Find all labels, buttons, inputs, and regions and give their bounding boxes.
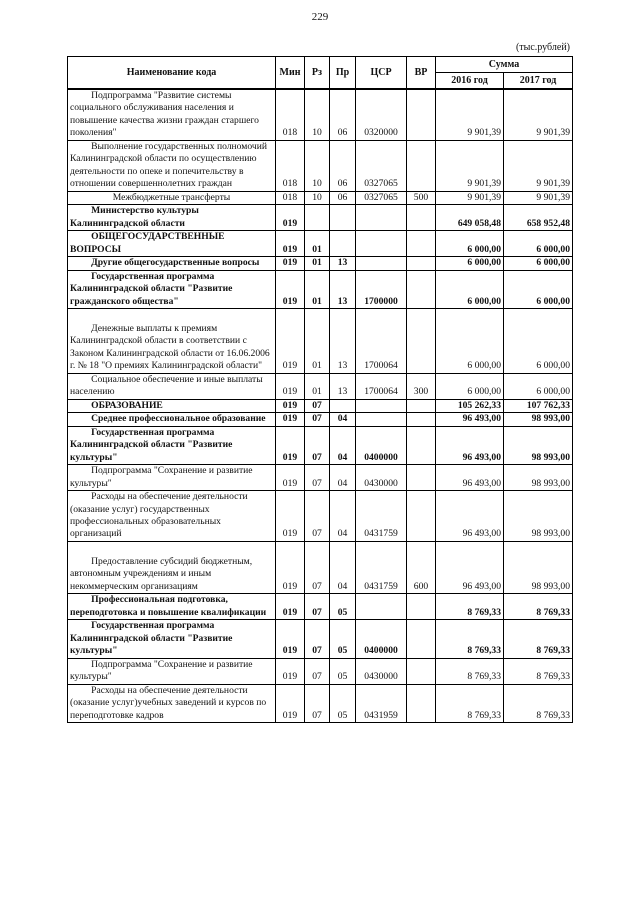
- cell-name: Государственная программа Калининградской области "Развитие культуры": [68, 426, 276, 464]
- cell-y2017: 8 769,33: [504, 620, 573, 658]
- cell-vr: [407, 465, 436, 491]
- cell-vr: [407, 140, 436, 191]
- table-row: [68, 205, 573, 231]
- cell-csr: 0400000: [356, 426, 407, 464]
- units-label: (тыс.рублей): [515, 42, 570, 53]
- cell-rz: 01: [305, 257, 330, 270]
- cell-name: Расходы на обеспечение деятельности (оказание услуг)учебных заведений и курсов по переподготовке кадров: [68, 684, 276, 722]
- cell-pr: 05: [330, 594, 356, 620]
- cell-y2016: 6 000,00: [436, 308, 504, 373]
- cell-min: 019: [276, 413, 305, 426]
- cell-y2016: 6 000,00: [436, 270, 504, 308]
- cell-rz: 07: [305, 594, 330, 620]
- cell-y2017: 98 993,00: [504, 465, 573, 491]
- cell-min: 019: [276, 231, 305, 257]
- cell-y2016: 8 769,33: [436, 620, 504, 658]
- cell-min: 019: [276, 205, 305, 231]
- cell-csr: 0431759: [356, 491, 407, 542]
- cell-y2017: 8 769,33: [504, 594, 573, 620]
- cell-pr: 13: [330, 270, 356, 308]
- cell-pr: 04: [330, 491, 356, 542]
- cell-y2016: 9 901,39: [436, 191, 504, 204]
- cell-rz: 01: [305, 308, 330, 373]
- cell-min: 018: [276, 89, 305, 140]
- cell-pr: [330, 399, 356, 412]
- cell-pr: 04: [330, 465, 356, 491]
- cell-name: Предоставление субсидий бюджетным, автономным учреждениям и иным некоммерческим организациям: [68, 541, 276, 593]
- cell-rz: 01: [305, 270, 330, 308]
- cell-vr: [407, 426, 436, 464]
- cell-pr: 13: [330, 257, 356, 270]
- table-row: [68, 594, 573, 620]
- cell-pr: 06: [330, 140, 356, 191]
- cell-rz: 07: [305, 399, 330, 412]
- cell-pr: 04: [330, 541, 356, 593]
- cell-y2017: 8 769,33: [504, 658, 573, 684]
- cell-min: 018: [276, 140, 305, 191]
- page-number: 229: [311, 11, 329, 23]
- cell-rz: [305, 205, 330, 231]
- cell-name: Подпрограмма "Сохранение и развитие культуры": [68, 658, 276, 684]
- cell-vr: [407, 89, 436, 140]
- cell-rz: 07: [305, 684, 330, 722]
- cell-name: ОБРАЗОВАНИЕ: [68, 399, 276, 412]
- cell-csr: 0327065: [356, 191, 407, 204]
- cell-y2016: 96 493,00: [436, 413, 504, 426]
- table-row: [68, 308, 573, 373]
- cell-rz: 07: [305, 413, 330, 426]
- cell-min: 019: [276, 541, 305, 593]
- cell-y2017: 9 901,39: [504, 191, 573, 204]
- cell-y2016: 8 769,33: [436, 658, 504, 684]
- cell-pr: [330, 205, 356, 231]
- cell-vr: [407, 594, 436, 620]
- cell-name: Профессиональная подготовка, переподготовка и повышение квалификации: [68, 594, 276, 620]
- cell-pr: 13: [330, 373, 356, 399]
- table-row: [68, 413, 573, 426]
- cell-y2017: 107 762,33: [504, 399, 573, 412]
- cell-min: 019: [276, 594, 305, 620]
- table-row: [68, 658, 573, 684]
- cell-csr: [356, 413, 407, 426]
- cell-y2016: 9 901,39: [436, 140, 504, 191]
- cell-name: Другие общегосударственные вопросы: [68, 257, 276, 270]
- cell-name: ОБЩЕГОСУДАРСТВЕННЫЕ ВОПРОСЫ: [68, 231, 276, 257]
- cell-name: Подпрограмма "Сохранение и развитие культуры": [68, 465, 276, 491]
- table-row: [68, 426, 573, 464]
- cell-rz: 07: [305, 426, 330, 464]
- cell-vr: [407, 399, 436, 412]
- cell-rz: 01: [305, 231, 330, 257]
- cell-csr: 1700064: [356, 373, 407, 399]
- cell-csr: 0327065: [356, 140, 407, 191]
- cell-name: Подпрограмма "Развитие системы социального обслуживания населения и повышение качества жизни граждан старшего поколения": [68, 89, 276, 140]
- cell-csr: [356, 257, 407, 270]
- cell-y2017: 6 000,00: [504, 373, 573, 399]
- table-row: [68, 684, 573, 722]
- cell-pr: 05: [330, 620, 356, 658]
- cell-y2017: 98 993,00: [504, 541, 573, 593]
- cell-y2017: 9 901,39: [504, 140, 573, 191]
- cell-name: Среднее профессиональное образование: [68, 413, 276, 426]
- table-row: [68, 191, 573, 204]
- cell-csr: [356, 399, 407, 412]
- cell-min: 019: [276, 308, 305, 373]
- table-row: [68, 620, 573, 658]
- cell-csr: [356, 231, 407, 257]
- cell-vr: [407, 413, 436, 426]
- cell-rz: 07: [305, 620, 330, 658]
- cell-name: Социальное обеспечение и иные выплаты населению: [68, 373, 276, 399]
- table-row: [68, 399, 573, 412]
- budget-table: [67, 56, 573, 723]
- cell-pr: 04: [330, 426, 356, 464]
- cell-vr: 500: [407, 191, 436, 204]
- cell-pr: [330, 231, 356, 257]
- cell-min: 019: [276, 399, 305, 412]
- cell-rz: 10: [305, 89, 330, 140]
- cell-rz: 10: [305, 140, 330, 191]
- table-row: [68, 270, 573, 308]
- cell-y2017: 8 769,33: [504, 684, 573, 722]
- cell-min: 019: [276, 270, 305, 308]
- cell-y2016: 649 058,48: [436, 205, 504, 231]
- cell-min: 019: [276, 620, 305, 658]
- cell-csr: 0400000: [356, 620, 407, 658]
- cell-csr: 0320000: [356, 89, 407, 140]
- table-header: [68, 57, 573, 90]
- header-csr: ЦСР: [356, 57, 407, 90]
- cell-y2017: 9 901,39: [504, 89, 573, 140]
- cell-csr: 1700064: [356, 308, 407, 373]
- cell-vr: [407, 658, 436, 684]
- header-vr: ВР: [407, 57, 436, 90]
- table-row: [68, 89, 573, 140]
- header-min: Мин: [276, 57, 305, 90]
- cell-rz: 01: [305, 373, 330, 399]
- cell-name: Государственная программа Калининградской области "Развитие культуры": [68, 620, 276, 658]
- cell-min: 019: [276, 257, 305, 270]
- cell-y2016: 96 493,00: [436, 541, 504, 593]
- cell-vr: [407, 205, 436, 231]
- header-year-2017: 2017 год: [504, 73, 573, 90]
- cell-pr: 06: [330, 89, 356, 140]
- cell-pr: 04: [330, 413, 356, 426]
- cell-y2016: 96 493,00: [436, 426, 504, 464]
- cell-y2016: 9 901,39: [436, 89, 504, 140]
- table-row: [68, 373, 573, 399]
- cell-min: 019: [276, 465, 305, 491]
- cell-vr: [407, 270, 436, 308]
- cell-y2017: 6 000,00: [504, 308, 573, 373]
- cell-y2017: 6 000,00: [504, 231, 573, 257]
- table-row: [68, 491, 573, 542]
- table-row: [68, 257, 573, 270]
- cell-y2016: 105 262,33: [436, 399, 504, 412]
- cell-min: 019: [276, 658, 305, 684]
- cell-y2017: 6 000,00: [504, 270, 573, 308]
- table-body: [68, 89, 573, 723]
- table-row: [68, 140, 573, 191]
- cell-y2017: 658 952,48: [504, 205, 573, 231]
- cell-vr: [407, 620, 436, 658]
- cell-min: 019: [276, 491, 305, 542]
- cell-pr: 05: [330, 658, 356, 684]
- table-row: [68, 231, 573, 257]
- cell-csr: 0431759: [356, 541, 407, 593]
- cell-vr: [407, 684, 436, 722]
- cell-vr: [407, 257, 436, 270]
- cell-y2016: 6 000,00: [436, 257, 504, 270]
- cell-csr: [356, 594, 407, 620]
- cell-csr: 0430000: [356, 658, 407, 684]
- cell-pr: 06: [330, 191, 356, 204]
- table-row: [68, 541, 573, 593]
- cell-rz: 10: [305, 191, 330, 204]
- cell-name: Межбюджетные трансферты: [68, 191, 276, 204]
- cell-name: Расходы на обеспечение деятельности (оказание услуг) государственных профессиональных образовательных организаций: [68, 491, 276, 542]
- cell-min: 019: [276, 426, 305, 464]
- cell-name: Министерство культуры Калининградской области: [68, 205, 276, 231]
- header-pr: Пр: [330, 57, 356, 90]
- cell-vr: [407, 231, 436, 257]
- cell-y2016: 8 769,33: [436, 594, 504, 620]
- cell-y2016: 96 493,00: [436, 491, 504, 542]
- cell-y2016: 6 000,00: [436, 231, 504, 257]
- cell-y2017: 98 993,00: [504, 413, 573, 426]
- cell-vr: 600: [407, 541, 436, 593]
- cell-name: Государственная программа Калининградской области "Развитие гражданского общества": [68, 270, 276, 308]
- header-name: Наименование кода: [68, 57, 276, 90]
- cell-csr: [356, 205, 407, 231]
- table-row: [68, 465, 573, 491]
- header-rz: Рз: [305, 57, 330, 90]
- cell-y2016: 96 493,00: [436, 465, 504, 491]
- cell-min: 019: [276, 684, 305, 722]
- cell-y2017: 98 993,00: [504, 426, 573, 464]
- header-sum: Сумма: [436, 57, 573, 73]
- cell-name: Выполнение государственных полномочий Калининградской области по осуществлению деятельности по опеке и попечительству в отношении совершеннолетних граждан: [68, 140, 276, 191]
- cell-rz: 07: [305, 658, 330, 684]
- cell-rz: 07: [305, 491, 330, 542]
- cell-csr: 0431959: [356, 684, 407, 722]
- cell-vr: [407, 308, 436, 373]
- cell-y2017: 6 000,00: [504, 257, 573, 270]
- cell-pr: 13: [330, 308, 356, 373]
- cell-csr: 0430000: [356, 465, 407, 491]
- cell-pr: 05: [330, 684, 356, 722]
- cell-vr: [407, 491, 436, 542]
- cell-y2016: 6 000,00: [436, 373, 504, 399]
- cell-csr: 1700000: [356, 270, 407, 308]
- cell-rz: 07: [305, 541, 330, 593]
- cell-rz: 07: [305, 465, 330, 491]
- cell-name: Денежные выплаты к премиям Калининградской области в соответствии с Законом Калининградской области от 16.06.2006 г. № 18 "О премиях Калининградской области": [68, 308, 276, 373]
- cell-y2016: 8 769,33: [436, 684, 504, 722]
- cell-min: 019: [276, 373, 305, 399]
- cell-y2017: 98 993,00: [504, 491, 573, 542]
- cell-vr: 300: [407, 373, 436, 399]
- cell-min: 018: [276, 191, 305, 204]
- header-year-2016: 2016 год: [436, 73, 504, 90]
